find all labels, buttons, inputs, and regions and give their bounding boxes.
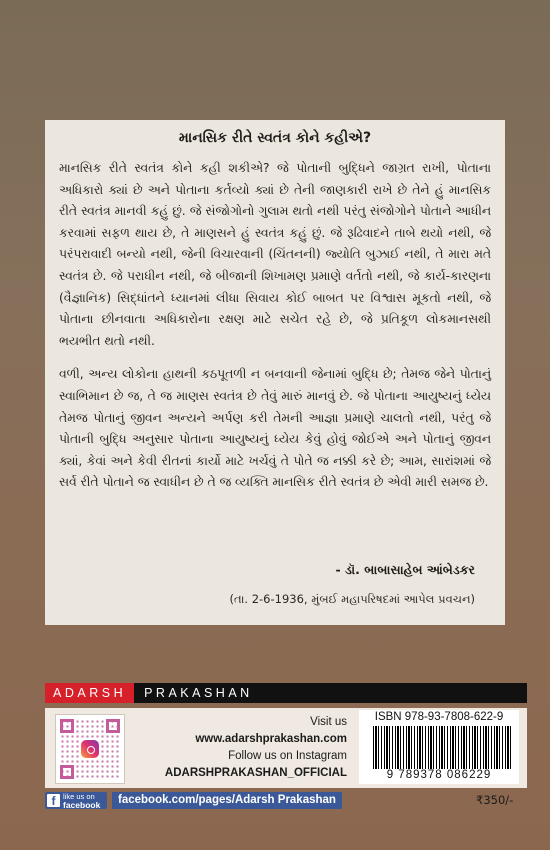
instagram-label: Follow us on Instagram bbox=[228, 750, 347, 762]
qr-code-icon[interactable] bbox=[55, 714, 125, 784]
publisher-name-right: PRAKASHAN bbox=[134, 683, 527, 703]
qr-finder-bottom-left bbox=[60, 765, 74, 779]
facebook-icon: f bbox=[47, 794, 60, 807]
qr-finder-top-left bbox=[60, 719, 74, 733]
quote-paragraph-1: માનસિક રીતે સ્વતંત્ર કોને કહી શકીએ? જે પોતાની બુદ્ધિને જાગ્રત રાખી, પોતાના અધિકારો ક્યાં છે અને પોતાના કર્તવ્યો ક્યાં છે તેની જાણકારી રાખે છે તેને હું માનસિક રીતે સ્વતંત્ર માનવી કહું છું. જે સંજોગોનો ગુલામ થતો નથી પરંતુ સંજોગોને પોતાને આધીન કરવામાં સફળ થાય છે, તે માણસને હું સ્વતંત્ર કહું છું. જે રૂઢિવાદને તાબે થયો નથી, જે પરંપરાવાદી બન્યો નથી, જેની વિચારવાની (ચિંતનની) જ્યોતિ બુઝાઈ નથી, તે મારા મતે સ્વતંત્ર છે. જે પરાધીન નથી, જે બીજાની શિખામણ પ્રમાણે વર્તતો નથી, જે કાર્ય-કારણના (વૈજ્ઞાનિક) સિદ્ધાંતને ધ્યાનમાં લીધા સિવાય કોઈ બાબત પર વિશ્વાસ મૂકતો નથી, જે પોતાના છીનવાતા અધિકારોના રક્ષણ માટે સચેત રહે છે, જે પ્રતિકૂળ લોકમાનસથી ભયભીત થતો નથી. bbox=[59, 161, 491, 348]
quote-source: (તા. 2-6-1936, મુંબઈ મહાપરિષદમાં આપેલ પ્રવચન) bbox=[229, 592, 475, 606]
quote-paragraph-2: વળી, અન્ય લોકોના હાથની કઠપૂતળી ન બનવાની જેનામાં બુદ્ધિ છે; તેમજ જેને પોતાનું સ્વાભિમાન છે જ, તે જ માણસ સ્વતંત્ર છે તેવું મારું માનવું છે. જે પોતાના આયુષ્યનું ધ્યેય તેમજ પોતાનું જીવન અન્યને અર્પણ કરી તેમની આજ્ઞા પ્રમાણે ચાલતો નથી, પરંતુ જે પોતાની બુદ્ધિ અનુસાર પોતાના આયુષ્યનું ધ્યેય કેવું હોવું જોઈએ અને પોતાનું જીવન ક્યાં, કેવાં અને કેવી રીતનાં કાર્યો માટે ખર્ચવું તે પોતે જ નક્કી કરે છે; આમ, સારાંશમાં જે સર્વ રીતે પોતાને જ સ્વાધીન છે તે જ વ્યક્તિ માનસિક રીતે સ્વતંત્ર છે એવી મારી સમજ છે. bbox=[59, 367, 491, 490]
price: ₹350/- bbox=[476, 793, 514, 807]
ean-number: 9 789378 086229 bbox=[386, 769, 492, 781]
qr-finder-top-right bbox=[106, 719, 120, 733]
barcode-icon bbox=[359, 710, 519, 784]
website-link[interactable]: www.adarshprakashan.com bbox=[195, 733, 347, 745]
publisher-bar bbox=[45, 683, 527, 703]
facebook-page-link[interactable]: facebook.com/pages/Adarsh Prakashan bbox=[112, 792, 342, 809]
contact-info bbox=[165, 714, 347, 782]
quote-author: - ડૉ. બાબાસાહેબ આંબેડકર bbox=[335, 562, 475, 577]
isbn-text: ISBN 978-93-7808-622-9 bbox=[374, 711, 504, 723]
facebook-badge-text bbox=[63, 793, 100, 809]
facebook-badge-small: like us on bbox=[63, 791, 95, 801]
visit-label: Visit us bbox=[310, 716, 347, 728]
instagram-icon bbox=[79, 738, 101, 760]
quote-panel bbox=[45, 120, 505, 625]
facebook-badge-big: facebook bbox=[63, 799, 101, 810]
publisher-name-left: ADARSH bbox=[45, 683, 134, 703]
facebook-badge[interactable] bbox=[45, 792, 107, 809]
quote-heading: માનસિક રીતે સ્વતંત્ર કોને કહીએ? bbox=[178, 130, 372, 146]
info-panel bbox=[45, 708, 527, 788]
barcode-bars bbox=[373, 726, 513, 769]
instagram-handle[interactable]: ADARSHPRAKASHAN_OFFICIAL bbox=[164, 767, 347, 779]
quote-body bbox=[59, 158, 491, 506]
